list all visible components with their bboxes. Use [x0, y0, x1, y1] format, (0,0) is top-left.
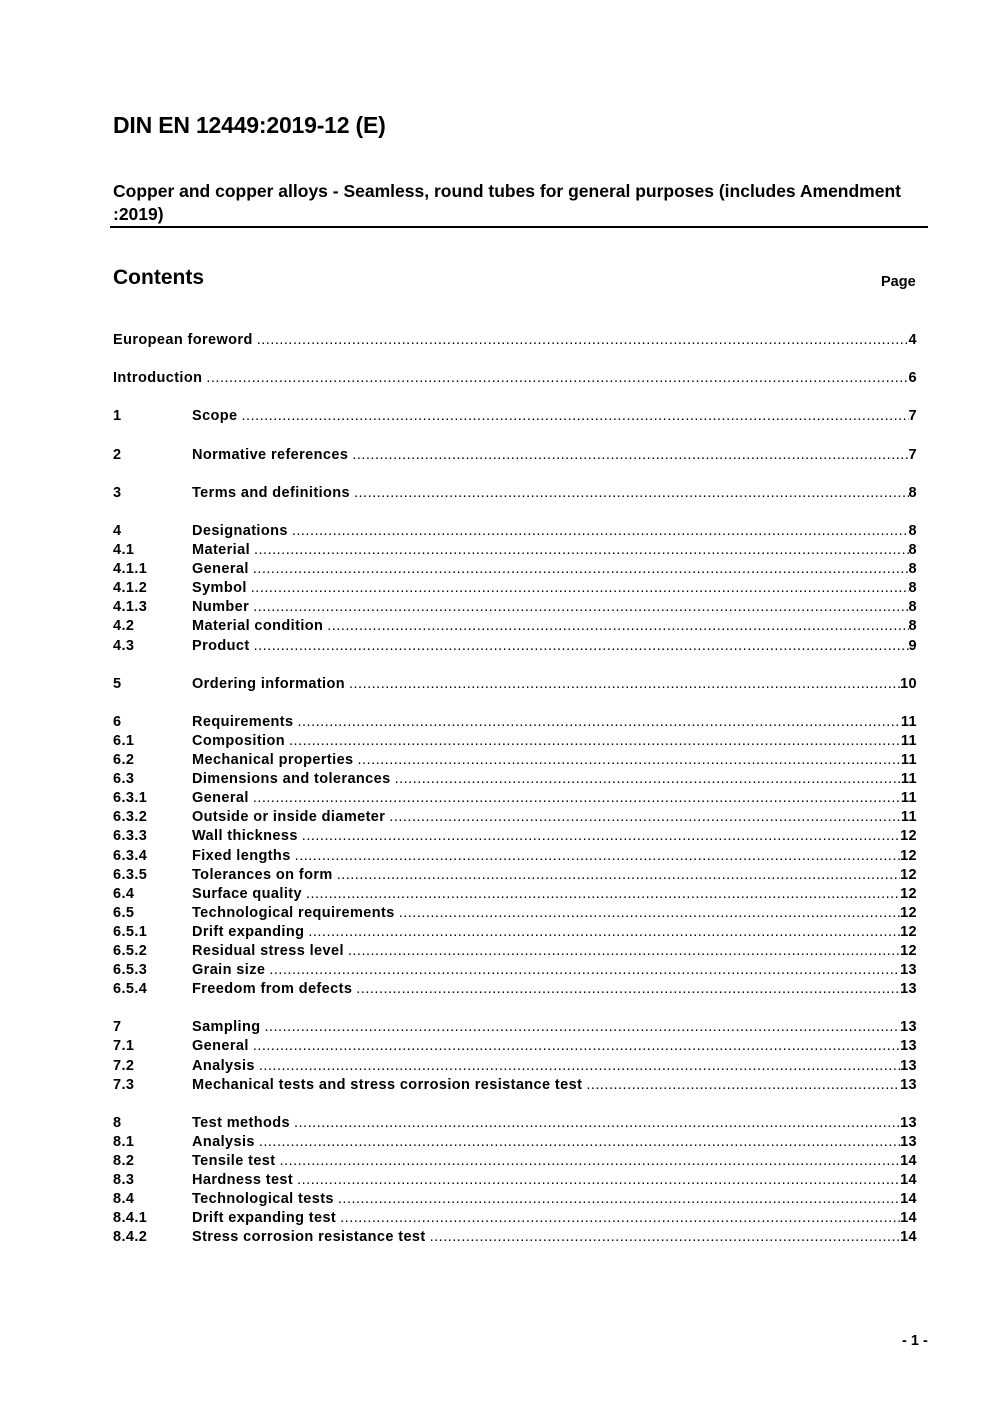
- toc-dot-leader: [298, 713, 901, 732]
- toc-entry-page[interactable]: 12: [900, 943, 917, 959]
- toc-dot-leader: [253, 1037, 900, 1056]
- toc-entry-number: 6.3.4: [113, 847, 148, 864]
- toc-entry-number: 8.2: [113, 1153, 135, 1170]
- toc-entry[interactable]: [113, 1152, 917, 1171]
- toc-entry-page[interactable]: 8: [908, 484, 917, 501]
- toc-dot-leader: [242, 407, 909, 426]
- toc-entry-title[interactable]: Freedom from defects: [192, 981, 353, 998]
- toc-entry-page[interactable]: 8: [908, 542, 917, 559]
- toc-entry[interactable]: [113, 904, 917, 923]
- toc-entry[interactable]: [113, 732, 917, 751]
- table-of-contents: [113, 331, 917, 1248]
- toc-entry-title[interactable]: Mechanical properties: [192, 752, 354, 769]
- toc-entry-number: 4.1.3: [113, 599, 148, 616]
- toc-dot-leader: [395, 770, 901, 789]
- toc-dot-leader: [297, 1171, 900, 1190]
- toc-dot-leader: [340, 1209, 900, 1228]
- toc-dot-leader: [308, 923, 900, 942]
- toc-entry-page[interactable]: 11: [900, 752, 917, 769]
- toc-entry-number: 2: [113, 446, 122, 463]
- toc-entry[interactable]: [113, 751, 917, 770]
- toc-entry-title[interactable]: Residual stress level: [192, 943, 344, 959]
- toc-entry-number: 7: [113, 1019, 122, 1036]
- toc-dot-leader: [337, 866, 900, 885]
- toc-entry-title[interactable]: Designations: [192, 522, 288, 539]
- toc-entry[interactable]: [113, 369, 917, 388]
- toc-entry-page[interactable]: 12: [900, 847, 917, 864]
- toc-entry[interactable]: [113, 522, 917, 541]
- toc-dot-leader: [294, 1114, 900, 1133]
- toc-entry-title[interactable]: Terms and definitions: [192, 484, 350, 501]
- toc-entry-page[interactable]: 9: [908, 637, 917, 654]
- toc-entry-number: 6.1: [113, 732, 135, 749]
- toc-entry-number: 6.2: [113, 752, 135, 769]
- toc-entry-number: 6.5: [113, 904, 135, 921]
- toc-entry[interactable]: [113, 770, 917, 789]
- toc-entry-title[interactable]: Sampling: [192, 1019, 261, 1036]
- toc-entry-number: 7.1: [113, 1038, 135, 1055]
- toc-entry[interactable]: [113, 713, 917, 732]
- toc-entry-page[interactable]: 13: [900, 1038, 917, 1055]
- toc-entry-page[interactable]: 14: [900, 1229, 917, 1246]
- toc-entry-title[interactable]: Scope: [192, 408, 238, 425]
- toc-entry-number: 3: [113, 484, 122, 501]
- document-subtitle: Copper and copper alloys - Seamless, round tubes for general purposes (includes Amendment :2019): [113, 181, 901, 224]
- toc-entry-number: 8: [113, 1114, 122, 1131]
- page-column-label: Page: [881, 274, 916, 290]
- toc-dot-leader: [338, 1190, 900, 1209]
- toc-entry-number: 6.3.5: [113, 866, 148, 883]
- toc-dot-leader: [295, 847, 900, 866]
- toc-dot-leader: [253, 789, 901, 808]
- toc-entry[interactable]: [113, 1057, 917, 1076]
- toc-entry-title[interactable]: Normative references: [192, 446, 349, 463]
- toc-entry-title[interactable]: Tensile test: [192, 1153, 276, 1170]
- toc-entry-page[interactable]: 12: [900, 828, 917, 845]
- toc-entry-number: 8.4.2: [113, 1229, 148, 1246]
- toc-entry[interactable]: [113, 1133, 917, 1152]
- toc-dot-leader: [289, 732, 901, 751]
- toc-entry-number: 4.2: [113, 618, 135, 635]
- toc-entry-title[interactable]: Number: [192, 599, 250, 616]
- toc-entry-page[interactable]: 11: [900, 732, 917, 749]
- toc-entry-number: 6.3.1: [113, 790, 148, 807]
- toc-entry-title[interactable]: Analysis: [192, 1133, 255, 1150]
- toc-entry[interactable]: [113, 1228, 917, 1247]
- toc-entry-page[interactable]: 10: [900, 675, 917, 692]
- toc-entry[interactable]: [113, 1037, 917, 1056]
- toc-entry-title[interactable]: Wall thickness: [192, 828, 298, 845]
- toc-dot-leader: [356, 980, 900, 999]
- toc-entry-title[interactable]: Stress corrosion resistance test: [192, 1229, 426, 1246]
- toc-entry[interactable]: [113, 942, 917, 961]
- toc-entry-title[interactable]: Material: [192, 542, 250, 559]
- toc-entry-page[interactable]: 11: [900, 809, 917, 826]
- toc-entry-number: 6.4: [113, 885, 135, 902]
- toc-entry-page[interactable]: 12: [900, 923, 917, 940]
- toc-entry[interactable]: [113, 1209, 917, 1228]
- toc-entry-page[interactable]: 4: [908, 332, 917, 348]
- toc-entry-number: 7.3: [113, 1076, 135, 1093]
- toc-entry[interactable]: [113, 598, 917, 617]
- toc-entry-number: 4: [113, 522, 122, 539]
- toc-entry-number: 8.3: [113, 1172, 135, 1189]
- toc-entry[interactable]: [113, 484, 917, 503]
- toc-dot-leader: [254, 637, 909, 656]
- toc-dot-leader: [259, 1133, 900, 1152]
- toc-dot-leader: [206, 369, 908, 388]
- toc-entry-title[interactable]: Grain size: [192, 962, 266, 979]
- toc-dot-leader: [399, 904, 900, 923]
- toc-entry-number: 5: [113, 675, 122, 692]
- toc-dot-leader: [269, 961, 900, 980]
- toc-entry[interactable]: [113, 541, 917, 560]
- toc-entry-title[interactable]: Symbol: [192, 580, 247, 597]
- toc-dot-leader: [254, 541, 909, 560]
- toc-entry-page[interactable]: 11: [900, 790, 917, 807]
- footer-page-number: - 1 -: [902, 1333, 928, 1349]
- toc-entry-page[interactable]: 13: [900, 1019, 917, 1036]
- toc-entry-title[interactable]: Technological tests: [192, 1191, 334, 1208]
- toc-entry-number: 4.3: [113, 637, 135, 654]
- toc-entry-page[interactable]: 11: [900, 713, 917, 730]
- toc-dot-leader: [430, 1228, 900, 1247]
- toc-entry-title[interactable]: Fixed lengths: [192, 847, 291, 864]
- toc-entry-number: 1: [113, 408, 122, 425]
- toc-dot-leader: [251, 579, 909, 598]
- toc-dot-leader: [302, 827, 900, 846]
- toc-entry[interactable]: [113, 617, 917, 636]
- toc-entry-title[interactable]: Composition: [192, 732, 286, 749]
- toc-entry-page[interactable]: 14: [900, 1210, 917, 1227]
- toc-entry[interactable]: [113, 808, 917, 827]
- toc-dot-leader: [253, 560, 909, 579]
- toc-dot-leader: [280, 1152, 901, 1171]
- toc-entry[interactable]: [113, 1114, 917, 1133]
- toc-entry-number: 6.3: [113, 771, 135, 788]
- toc-entry[interactable]: [113, 446, 917, 465]
- toc-entry[interactable]: [113, 961, 917, 980]
- toc-entry-title[interactable]: Drift expanding test: [192, 1210, 337, 1227]
- toc-entry-page[interactable]: 12: [900, 866, 917, 883]
- toc-entry-number: 8.4: [113, 1191, 135, 1208]
- toc-entry-title[interactable]: Introduction: [113, 370, 203, 387]
- toc-entry-title[interactable]: Mechanical tests and stress corrosion resistance test: [192, 1076, 583, 1093]
- contents-heading: Contents: [113, 266, 204, 289]
- toc-entry-title[interactable]: Hardness test: [192, 1172, 294, 1189]
- toc-entry-page[interactable]: 6: [908, 370, 917, 387]
- toc-entry-page[interactable]: 8: [908, 618, 917, 635]
- toc-entry-title[interactable]: Dimensions and tolerances: [192, 771, 391, 788]
- toc-dot-leader: [257, 331, 909, 350]
- toc-entry[interactable]: [113, 407, 917, 426]
- toc-entry-number: 4.1.1: [113, 561, 148, 578]
- toc-entry-page[interactable]: 13: [900, 1133, 917, 1150]
- toc-entry[interactable]: [113, 560, 917, 579]
- toc-entry[interactable]: [113, 1018, 917, 1037]
- toc-dot-leader: [327, 617, 908, 636]
- toc-entry-number: 6: [113, 713, 122, 730]
- toc-entry-title[interactable]: General: [192, 561, 249, 578]
- toc-entry-page[interactable]: 14: [900, 1172, 917, 1189]
- toc-dot-leader: [348, 942, 900, 961]
- toc-dot-leader: [292, 522, 909, 541]
- toc-dot-leader: [352, 446, 908, 465]
- toc-dot-leader: [264, 1018, 900, 1037]
- toc-entry-number: 4.1: [113, 542, 135, 559]
- toc-entry-title[interactable]: General: [192, 1038, 249, 1055]
- toc-entry-number: 4.1.2: [113, 580, 148, 597]
- toc-entry-page[interactable]: 14: [900, 1153, 917, 1170]
- toc-dot-leader: [259, 1057, 900, 1076]
- toc-dot-leader: [253, 598, 908, 617]
- toc-entry[interactable]: [113, 847, 917, 866]
- toc-entry-title[interactable]: Surface quality: [192, 885, 302, 902]
- toc-entry-title[interactable]: Drift expanding: [192, 923, 305, 940]
- toc-entry[interactable]: [113, 980, 917, 999]
- toc-dot-leader: [349, 675, 900, 694]
- toc-entry[interactable]: [113, 579, 917, 598]
- toc-entry-page[interactable]: 8: [908, 561, 917, 578]
- toc-entry-title[interactable]: Technological requirements: [192, 904, 395, 921]
- toc-entry[interactable]: [113, 866, 917, 885]
- toc-entry-number: 6.5.2: [113, 943, 148, 959]
- toc-entry-page[interactable]: 12: [900, 885, 917, 902]
- toc-entry-page[interactable]: 13: [900, 1114, 917, 1131]
- toc-entry-page[interactable]: 13: [900, 1076, 917, 1093]
- toc-entry[interactable]: [113, 1171, 917, 1190]
- toc-entry[interactable]: [113, 1190, 917, 1209]
- toc-entry-number: 6.3.3: [113, 828, 148, 845]
- toc-entry-title[interactable]: Product: [192, 637, 250, 654]
- toc-entry-title[interactable]: Outside or inside diameter: [192, 809, 386, 826]
- toc-entry-number: 7.2: [113, 1057, 135, 1074]
- toc-entry[interactable]: [113, 827, 917, 846]
- toc-entry-title[interactable]: Analysis: [192, 1057, 255, 1074]
- toc-entry-title[interactable]: Test methods: [192, 1114, 290, 1131]
- toc-entry-title[interactable]: Material condition: [192, 618, 324, 635]
- title-divider: [110, 226, 928, 228]
- toc-entry-number: 6.3.2: [113, 809, 148, 826]
- toc-entry[interactable]: [113, 885, 917, 904]
- toc-entry-title[interactable]: Ordering information: [192, 675, 345, 692]
- toc-entry[interactable]: [113, 1076, 917, 1095]
- toc-entry-page[interactable]: 11: [900, 771, 917, 788]
- document-title: DIN EN 12449:2019-12 (E): [113, 112, 386, 138]
- toc-entry-title[interactable]: Requirements: [192, 713, 294, 730]
- toc-entry-title[interactable]: European foreword: [113, 332, 253, 348]
- toc-entry-number: 6.5.4: [113, 981, 148, 998]
- toc-entry-page[interactable]: 8: [908, 599, 917, 616]
- toc-entry-number: 6.5.1: [113, 923, 148, 940]
- toc-entry-page[interactable]: 13: [900, 981, 917, 998]
- toc-dot-leader: [586, 1076, 900, 1095]
- toc-entry-page[interactable]: 8: [908, 522, 917, 539]
- toc-entry-page[interactable]: 7: [908, 408, 917, 425]
- toc-entry-title[interactable]: Tolerances on form: [192, 866, 333, 883]
- toc-entry-number: 6.5.3: [113, 962, 148, 979]
- toc-entry[interactable]: [113, 331, 917, 350]
- toc-dot-leader: [389, 808, 901, 827]
- toc-entry-page[interactable]: 14: [900, 1191, 917, 1208]
- toc-dot-leader: [354, 484, 909, 503]
- toc-entry-title[interactable]: General: [192, 790, 249, 807]
- toc-entry-page[interactable]: 13: [900, 962, 917, 979]
- toc-entry-page[interactable]: 13: [900, 1057, 917, 1074]
- toc-entry-page[interactable]: 8: [908, 580, 917, 597]
- toc-entry[interactable]: [113, 675, 917, 694]
- toc-entry-page[interactable]: 7: [908, 446, 917, 463]
- toc-dot-leader: [306, 885, 900, 904]
- toc-entry-number: 8.4.1: [113, 1210, 148, 1227]
- toc-entry[interactable]: [113, 923, 917, 942]
- toc-dot-leader: [358, 751, 901, 770]
- toc-entry[interactable]: [113, 789, 917, 808]
- toc-entry[interactable]: [113, 637, 917, 656]
- toc-entry-page[interactable]: 12: [900, 904, 917, 921]
- toc-entry-number: 8.1: [113, 1133, 135, 1150]
